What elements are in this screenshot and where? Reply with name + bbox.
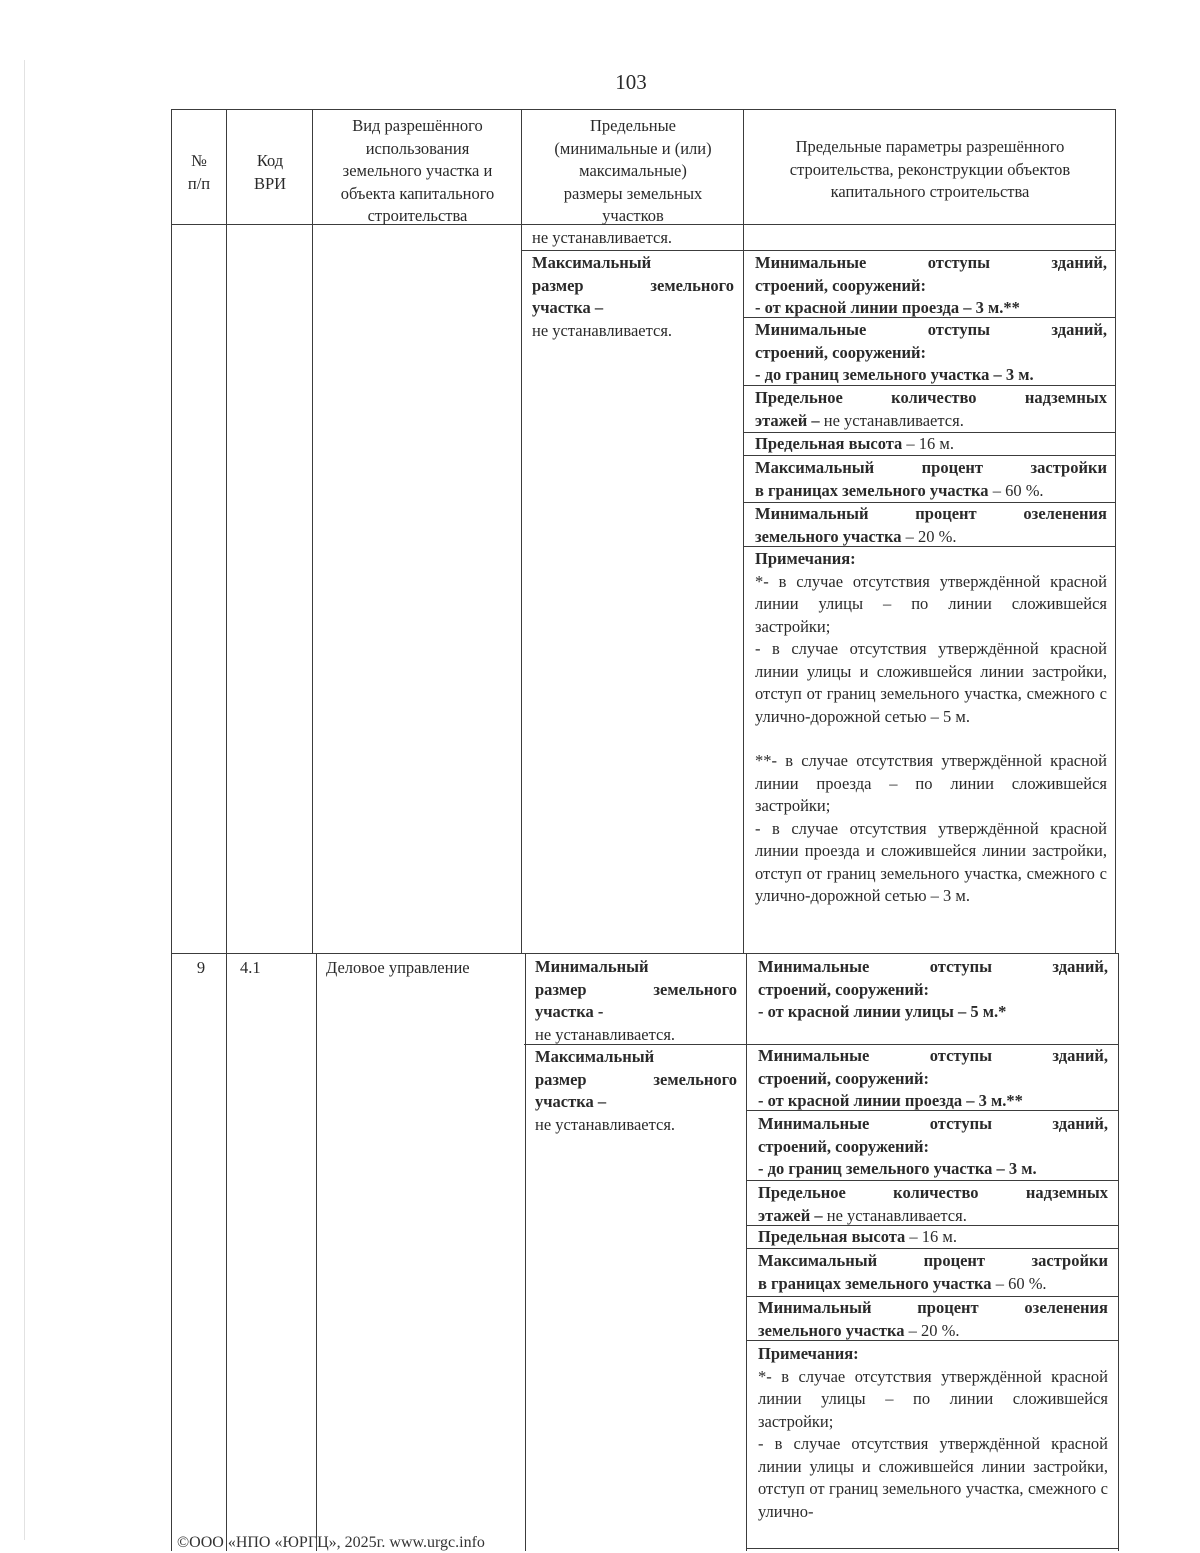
a-param-setback-passage: Минимальные отступы зданий, строений, сооружений: - от красной линии проезда – 3 м.**	[755, 253, 1107, 317]
row9-param-coverage: Максимальный процент застройки в границах земельного участка – 60 %.	[758, 1251, 1108, 1293]
row9-num: 9	[196, 958, 206, 977]
header-params: Предельные параметры разрешённого строительства, реконструкции объектов капитального строительства	[789, 137, 1071, 201]
header-use-type: Вид разрешённого использования земельного участка и объекта капитального строительства	[340, 116, 495, 225]
a-param-height: Предельная высота – 16 м.	[755, 434, 954, 453]
a-param-floors: Предельное количество надземных этажей – не устанавливается.	[755, 388, 1107, 430]
scan-edge-line	[24, 60, 25, 1540]
header-code: Код ВРИ	[253, 151, 287, 193]
a-max-size: Максимальный размер земельного участка – не устанавливается.	[532, 253, 734, 340]
row9-param-setback-street: Минимальные отступы зданий, строений, сооружений: - от красной линии улицы – 5 м.*	[758, 957, 1108, 1021]
a-param-setback-boundary: Минимальные отступы зданий, строений, сооружений: - до границ земельного участка – 3 м.	[755, 320, 1107, 384]
row9-code: 4.1	[240, 958, 261, 977]
row9-notes: Примечания: *- в случае отсутствия утверждённой красной линии улицы – по линии сложившейся застройки; - в случае отсутствия утверждённой красной линии улицы и сложившейся линии застройки, отступ от границ земельного участка, смежного с улично-	[758, 1344, 1108, 1521]
row9-param-height: Предельная высота – 16 м.	[758, 1227, 957, 1246]
footer-copyright: ©ООО «НПО «ЮРГЦ», 2025г. www.urgc.info	[177, 1534, 485, 1551]
header-sizes: Предельные (минимальные и (или) максимальные) размеры земельных участков	[554, 116, 712, 225]
row9-max-size: Максимальный размер земельного участка – не устанавливается.	[535, 1047, 737, 1134]
row9-min-size: Минимальный размер земельного участка - не устанавливается.	[535, 957, 737, 1044]
a-param-greening: Минимальный процент озеленения земельного участка – 20 %.	[755, 504, 1107, 546]
row9-param-setback-boundary: Минимальные отступы зданий, строений, сооружений: - до границ земельного участка – 3 м.	[758, 1114, 1108, 1178]
a-param-coverage: Максимальный процент застройки в границах земельного участка – 60 %.	[755, 458, 1107, 500]
a-notes: Примечания: *- в случае отсутствия утверждённой красной линии улицы – по линии сложившейся застройки; - в случае отсутствия утверждённой красной линии улицы и сложившейся линии застройки, отступ от границ земельного участка, смежного с улично-дорожной сетью – 5 м. **- в случае отсутствия утверждённой красной линии проезда – по линии сложившейся застройки; - в случае отсутствия утверждённой красной линии проезда и сложившейся линии застройки, отступ от границ земельного участка, смежного с улично-дорожной сетью – 3 м.	[755, 549, 1107, 905]
header-num: № п/п	[187, 151, 211, 193]
page-number: 103	[615, 70, 647, 94]
row9-param-floors: Предельное количество надземных этажей – не устанавливается.	[758, 1183, 1108, 1225]
row9-use-type: Деловое управление	[326, 958, 470, 977]
row9-param-greening: Минимальный процент озеленения земельного участка – 20 %.	[758, 1298, 1108, 1340]
row9-param-setback-passage: Минимальные отступы зданий, строений, сооружений: - от красной линии проезда – 3 м.**	[758, 1046, 1108, 1110]
cont-text: не устанавливается.	[532, 228, 673, 247]
